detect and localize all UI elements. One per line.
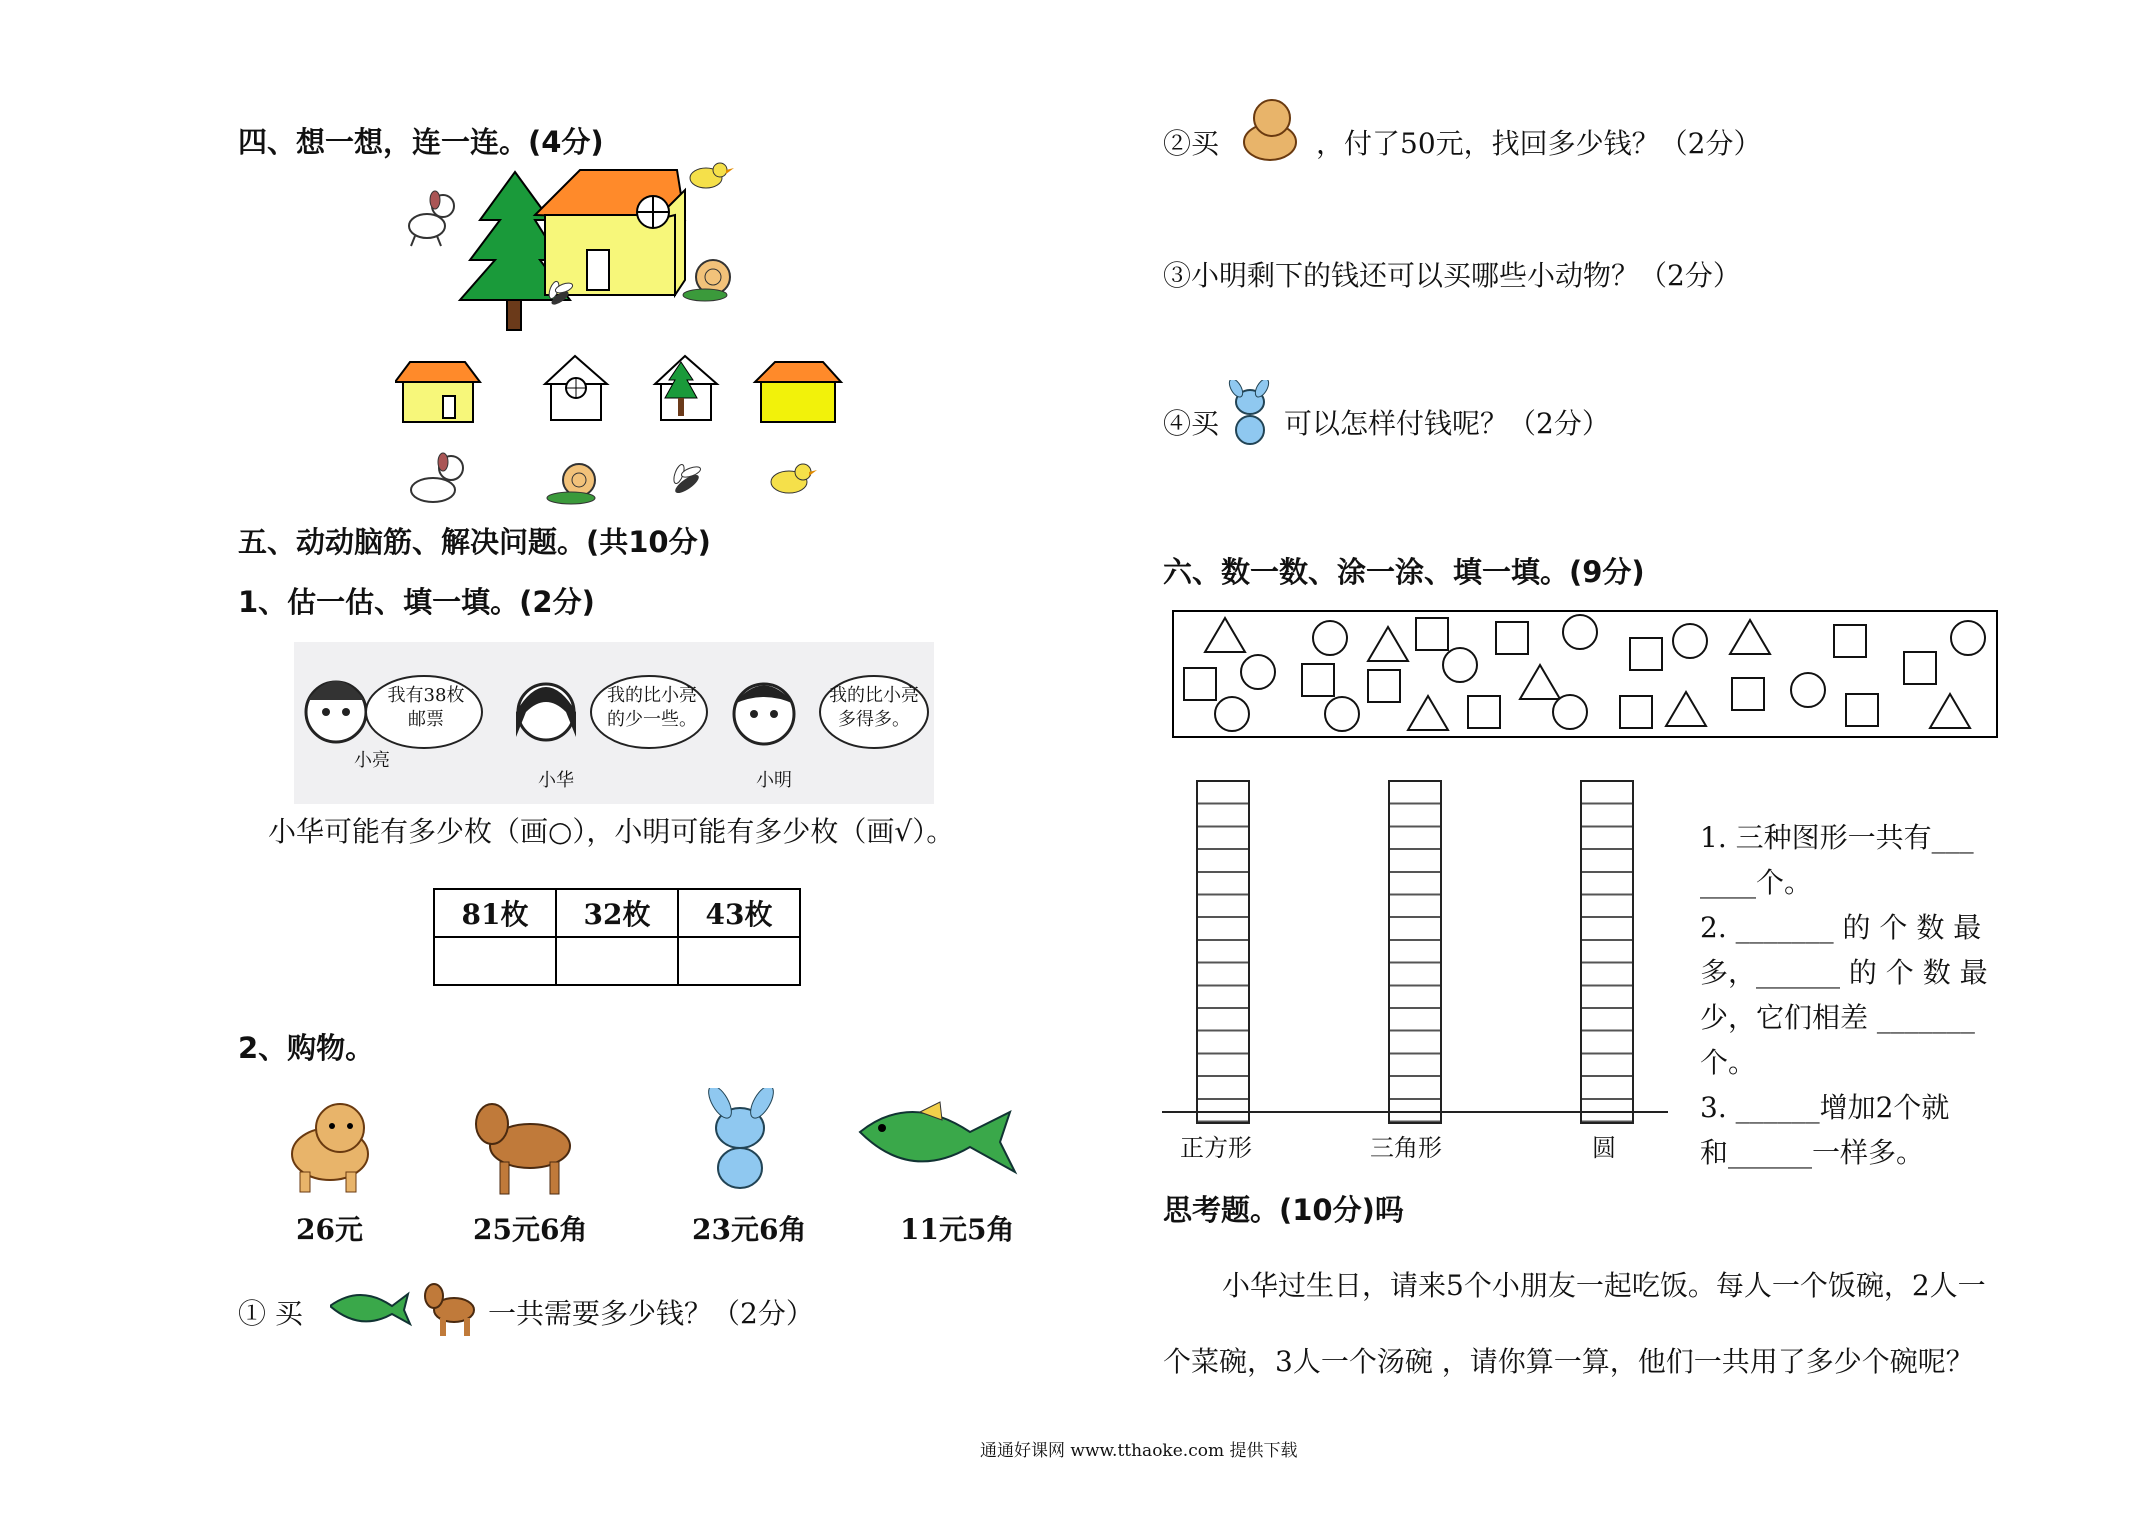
triangle-shape[interactable]	[1930, 694, 1970, 728]
square-shape[interactable]	[1620, 696, 1652, 728]
circle-shape[interactable]	[1791, 673, 1825, 707]
fill-q3-line2: 和______一样多。	[1700, 1136, 1925, 1169]
fill-q2-line4: 个。	[1700, 1046, 1757, 1079]
square-shape[interactable]	[1904, 652, 1936, 684]
header-32: 32枚	[556, 889, 678, 937]
sub2-suffix: ，付了50元，找回多少钱？（2分）	[1316, 127, 1762, 160]
triangle-count-column[interactable]	[1388, 780, 1442, 1124]
circle-shape[interactable]	[1443, 648, 1477, 682]
triangle-shape[interactable]	[1205, 618, 1245, 652]
square-shape[interactable]	[1302, 664, 1334, 696]
fill-q3-line1: 3. ______增加2个就	[1700, 1091, 1950, 1124]
triangle-shape[interactable]	[1520, 665, 1560, 699]
q1-title: 1、估一估、填一填。(2分)	[238, 585, 595, 619]
section6-title: 六、数一数、涂一涂、填一填。(9分)	[1163, 555, 1645, 589]
triangle-shape[interactable]	[1666, 692, 1706, 726]
think-title: 思考题。(10分)吗	[1163, 1193, 1404, 1227]
circle-shape[interactable]	[1553, 695, 1587, 729]
circle-shape[interactable]	[1325, 697, 1359, 731]
triangle-shape[interactable]	[1730, 620, 1770, 654]
label-square: 正方形	[1180, 1134, 1252, 1162]
footer: 通通好课网 www.tthaoke.com 提供下载	[980, 1441, 1298, 1461]
baseline	[1162, 1111, 1668, 1113]
sub4-prefix: ④买	[1163, 407, 1220, 440]
price-rabbit: 23元6角	[692, 1213, 807, 1246]
q2-title: 2、购物。	[238, 1031, 375, 1065]
name-xiaohua: 小华	[538, 770, 574, 791]
price-fish: 11元5角	[900, 1213, 1015, 1246]
square-shape[interactable]	[1184, 668, 1216, 700]
square-shape[interactable]	[1468, 696, 1500, 728]
header-43: 43枚	[678, 889, 800, 937]
sub1-prefix: ① 买	[238, 1297, 303, 1330]
bubble-xiaohua: 我的比小亮的少一些。	[607, 685, 697, 730]
sub4-suffix: 可以怎样付钱呢？（2分）	[1284, 407, 1610, 440]
circle-shape[interactable]	[1951, 621, 1985, 655]
square-shape[interactable]	[1732, 678, 1764, 710]
fill-q2-line1: 2. _______ 的 个 数 最	[1700, 911, 1982, 944]
triangle-shape[interactable]	[1368, 627, 1408, 661]
square-shape[interactable]	[1416, 618, 1448, 650]
fill-q2-line3: 少，它们相差 _______	[1700, 1001, 1975, 1034]
circle-shape[interactable]	[1563, 615, 1597, 649]
name-xiaoliang: 小亮	[354, 750, 390, 771]
think-line2: 个菜碗，3人一个汤碗 ，请你算一算，他们一共用了多少个碗呢？	[1163, 1345, 1974, 1378]
square-shape[interactable]	[1630, 638, 1662, 670]
square-shape[interactable]	[1846, 694, 1878, 726]
header-81: 81枚	[434, 889, 556, 937]
think-line1: 小华过生日，请来5个小朋友一起吃饭。每人一个饭碗，2人一	[1222, 1269, 1986, 1302]
price-puppy: 26元	[296, 1213, 363, 1246]
price-horse: 25元6角	[473, 1213, 588, 1246]
circle-shape[interactable]	[1313, 621, 1347, 655]
section4-title: 四、想一想，连一连。(4分)	[238, 125, 604, 159]
fill-q2-line2: 多，______ 的 个 数 最	[1700, 956, 1988, 989]
square-shape[interactable]	[1834, 625, 1866, 657]
triangle-shape[interactable]	[1408, 696, 1448, 730]
circle-shape[interactable]	[1673, 624, 1707, 658]
q1-instruction: 小华可能有多少枚（画○），小明可能有多少枚（画√）。	[268, 815, 955, 848]
fill-questions	[1700, 815, 2000, 1175]
fill-q1-line2: ____个。	[1700, 866, 1813, 899]
circle-count-column[interactable]	[1580, 780, 1634, 1124]
label-circle: 圆	[1592, 1134, 1616, 1162]
fill-q1-line1: 1. 三种图形一共有___	[1700, 821, 1974, 854]
square-count-column[interactable]	[1196, 780, 1250, 1124]
bubble-xiaoliang: 我有38枚邮票	[387, 685, 465, 730]
label-triangle: 三角形	[1370, 1134, 1442, 1162]
square-shape[interactable]	[1368, 670, 1400, 702]
section5-title: 五、动动脑筋、解决问题。(共10分)	[238, 525, 711, 559]
circle-shape[interactable]	[1241, 655, 1275, 689]
bubble-xiaoming: 我的比小亮多得多。	[829, 685, 919, 730]
sub2-prefix: ②买	[1163, 127, 1220, 160]
sub3-question: ③小明剩下的钱还可以买哪些小动物？（2分）	[1163, 259, 1741, 292]
name-xiaoming: 小明	[756, 770, 792, 791]
sub1-suffix: 一共需要多少钱？（2分）	[488, 1297, 814, 1330]
square-shape[interactable]	[1496, 622, 1528, 654]
circle-shape[interactable]	[1215, 697, 1249, 731]
